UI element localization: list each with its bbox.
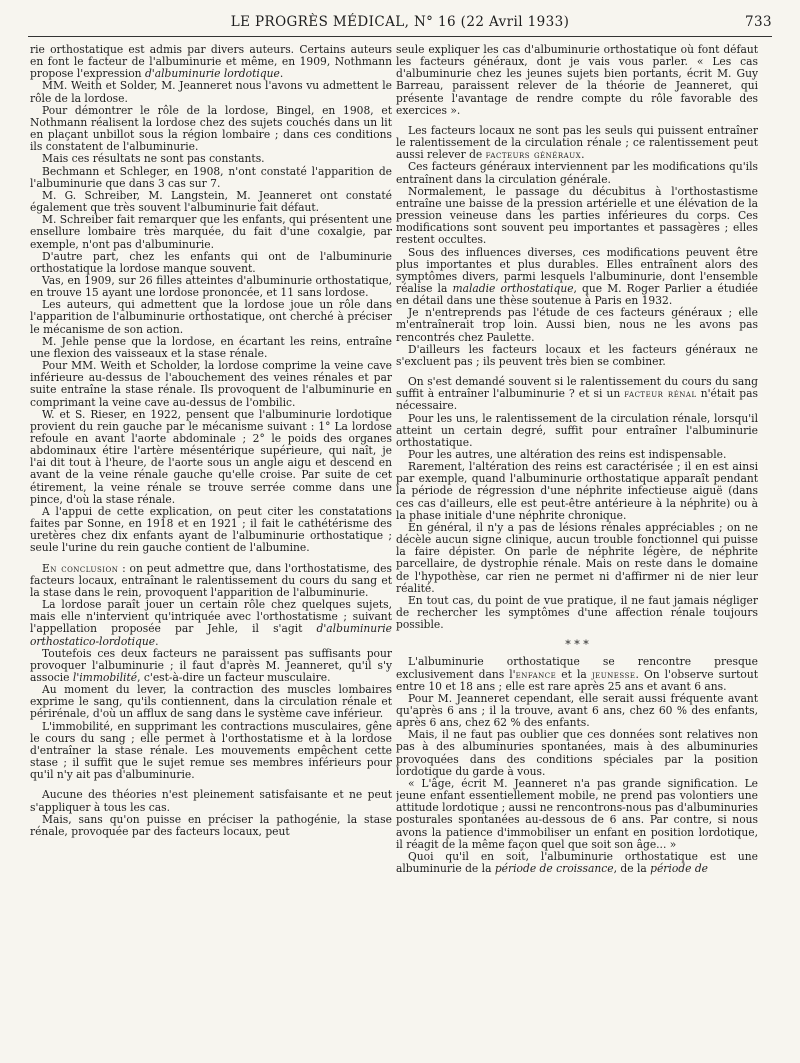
paragraph: En général, il n'y a pas de lésions rénales appréciables ; on ne décèle aucun signe clinique, aucun trouble fonctionnel qui puisse la faire dépister. On parle de néphrite légère, de néphrite parcellaire, de dystrophie rénale. Mais on reste dans le domaine de l'hypothèse, car rien ne permet ni d'affirmer ni de nier leur réalité. xyxy=(396,520,758,595)
paragraph: Ces facteurs généraux interviennent par les modifications qu'ils entraînent dans la circulation générale. xyxy=(396,160,758,186)
paragraph: L'albuminurie orthostatique se rencontre presque exclusivement dans l'enfance et la jeunesse. On l'observe surtout entre 10 et 18 ans ; elle est rare après 25 ans et avant 6 ans. xyxy=(396,655,758,693)
paragraph: Pour les uns, le ralentissement de la circulation rénale, lorsqu'il atteint un certain degré, suffit pour entraîner l'albuminurie orthostatique. xyxy=(396,411,758,449)
paragraph: Pour démontrer le rôle de la lordose, Bingel, en 1908, et Nothmann réalisent la lordose chez des sujets couchés dans un lit en plaçant unbillot sous la région lombaire ; dans ces conditions ils constatent de l'albuminurie. xyxy=(30,103,392,154)
paragraph: rie orthostatique est admis par divers auteurs. Certains auteurs en font le facteur de l'albuminurie et même, en 1909, Nothmann propose l'expression d'albuminurie lordotique. xyxy=(30,44,392,81)
paragraph: M. Schreiber fait remarquer que les enfants, qui présentent une ensellure lombaire très marquée, du fait d'une coxalgie, par exemple, n'ont pas d'albuminurie. xyxy=(30,213,392,251)
paragraph: Toutefois ces deux facteurs ne paraissent pas suffisants pour provoquer l'albuminurie ; il faut d'après M. Jeanneret, qu'il s'y associe l'immobilité, c'est-à-dire un facteur musculaire. xyxy=(30,646,392,684)
section-separator: * * * xyxy=(565,638,589,652)
paragraph: Aucune des théories n'est pleinement satisfaisante et ne peut s'appliquer à tous les cas. xyxy=(30,788,392,814)
paragraph: seule expliquer les cas d'albuminurie orthostatique où font défaut les facteurs généraux, dont je vais vous parler. « Les cas d'albuminurie chez les jeunes sujets bien portants, écrit M. Guy Barreau, paraissent relever de la théorie de Jeanneret, qui présente l'avantage de rendre compte du rôle favorable des exercices ». xyxy=(396,44,758,117)
paragraph: On s'est demandé souvent si le ralentissement du cours du sang suffit à entraîner l'albuminurie ? et si un facteur rénal n'était pas nécessaire. xyxy=(396,375,758,413)
paragraph: « L'âge, écrit M. Jeanneret n'a pas grande signification. Le jeune enfant essentiellement mobile, ne prend pas volontiers une attitude lordotique ; aussi ne rencontrons-nous pas d'albuminuries posturales spontanées au-dessous de 6 ans. Par contre, si nous avons la patience d'immobiliser un enfant en position lordotique, il réagit de la même façon quel que soit son âge... » xyxy=(396,776,758,851)
paragraph: Bechmann et Schleger, en 1908, n'ont constaté l'apparition de l'albuminurie que dans 3 cas sur 7. xyxy=(30,164,392,190)
left-column xyxy=(30,44,392,1052)
paragraph: M. G. Schreiber, M. Langstein, M. Jeanneret ont constaté également que très souvent l'albuminurie fait défaut. xyxy=(30,188,392,215)
paragraph: M. Jehle pense que la lordose, en écartant les reins, entraîne une flexion des vaisseaux et la stase rénale. xyxy=(30,334,392,360)
running-head xyxy=(28,14,772,36)
paragraph: Je n'entreprends pas l'étude de ces facteurs généraux ; elle m'entraînerait trop loin. Aussi bien, nous ne les avons pas rencontrés chez Paulette. xyxy=(396,306,758,344)
paragraph: Pour les autres, une altération des reins est indispensable. xyxy=(408,448,727,461)
paragraph: Au moment du lever, la contraction des muscles lombaires exprime le sang, qu'ils contiennent, dans la circulation rénale et périrénale, d'où un afflux de sang dans le système cave inférieur. xyxy=(30,683,392,721)
journal-title: LE PROGRÈS MÉDICAL, N° 16 (22 Avril 1933) xyxy=(230,14,570,30)
paragraph: D'ailleurs les facteurs locaux et les facteurs généraux ne s'excluent pas ; ils peuvent très bien se combiner. xyxy=(396,342,758,368)
paragraph: Mais ces résultats ne sont pas constants. xyxy=(42,152,265,166)
paragraph: Vas, en 1909, sur 26 filles atteintes d'albuminurie orthostatique, en trouve 15 ayant une lordose prononcée, et 11 sans lordose. xyxy=(30,273,392,300)
paragraph: W. et S. Rieser, en 1922, pensent que l'albuminurie lordotique provient du rein gauche par le mécanisme suivant : 1° La lordose refoule en avant l'aorte abdominale ; 2° le poids des organes abdominaux étire l'artère mésentérique supérieure, qui naît, je l'ai dit tout à l'heure, de l'aorte sous un angle aigu et descend en avant de la veine rénale gauche qu'elle croise. Par suite de cet étirement, la veine rénale se trouve serrée comme dans une pince, d'où la stase rénale. xyxy=(30,407,392,506)
paragraph: Rarement, l'altération des reins est caractérisée ; il en est ainsi par exemple, quand l'albuminurie orthostatique apparaît pendant la période de régression d'une néphrite infectieuse aiguë (dans ces cas d'ailleurs, elle est peut-être antérieure à la néphrite) ou à la phase initiale d'une néphrite chronique. xyxy=(396,460,758,522)
paragraph: L'immobilité, en supprimant les contractions musculaires, gêne le cours du sang ; elle permet à l'orthostatisme et à la lordose d'entraîner la stase rénale. Les mouvements empêchent cette stase ; il suffit que le sujet remue ses membres inférieurs pour qu'il n'y ait pas d'albuminurie. xyxy=(30,719,392,782)
paragraph: Quoi qu'il en soit, l'albuminurie orthostatique est une albuminurie de la période de croissance, de la période de xyxy=(396,849,758,875)
paragraph: Les facteurs locaux ne sont pas les seuls qui puissent entraîner le ralentissement de la circulation rénale ; ce ralentissement peut aussi relever de facteurs généraux. xyxy=(396,123,758,162)
paragraph: Pour MM. Weith et Scholder, la lordose comprime la veine cave inférieure au-dessus de l'abouchement des veines rénales et par suite entraîne la stase rénale. Ils provoquent de l'albuminurie en comprimant la veine cave au-dessus de l'ombilic. xyxy=(30,359,392,409)
page-number: 733 xyxy=(745,14,772,30)
paragraph: La lordose paraît jouer un certain rôle chez quelques sujets, mais elle n'intervient qu'intriquée avec l'orthostatisme ; suivant l'appellation proposée par Jehle, il s'agit d'albuminurie orthostatico-lordotique. xyxy=(30,598,392,648)
right-column xyxy=(396,44,758,1052)
paragraph: Mais, sans qu'on puisse en préciser la pathogénie, la stase rénale, provoquée par des facteurs locaux, peut xyxy=(30,812,392,838)
conclusion-paragraph: En conclusion : on peut admettre que, dans l'orthostatisme, des facteurs locaux, entraînant le ralentissement du cours du sang et la stase dans le rein, provoquent l'apparition de l'albuminurie. xyxy=(30,561,392,599)
paragraph: MM. Weith et Solder, M. Jeanneret nous l'avons vu admettent le rôle de la lordose. xyxy=(30,79,392,105)
paragraph: En tout cas, du point de vue pratique, il ne faut jamais négliger de rechercher les symptômes d'une affection rénale toujours possible. xyxy=(396,593,758,632)
paragraph: Mais, il ne faut pas oublier que ces données sont relatives non pas à des albuminuries spontanées, mais à des albuminuries provoquées dans des conditions spéciales par la position lordotique du garde à vous. xyxy=(396,728,758,778)
paragraph: Sous des influences diverses, ces modifications peuvent être plus importantes et plus durables. Elles entraînent alors des symptômes divers, parmi lesquels l'albuminurie, dont l'ensemble réalise la maladie orthostatique, que M. Roger Parlier a étudiée en détail dans une thèse soutenue à Paris en 1932. xyxy=(396,245,758,308)
paragraph: Les auteurs, qui admettent que la lordose joue un rôle dans l'apparition de l'albuminurie orthostatique, ont cherché à préciser le mécanisme de son action. xyxy=(30,298,392,336)
paragraph: A l'appui de cette explication, on peut citer les constatations faites par Sonne, en 1918 et en 1921 ; il fait le cathétérisme des uretères chez dix enfants ayant de l'albuminurie orthostatique ; seule l'urine du rein gauche contient de l'albumine. xyxy=(30,504,392,555)
paragraph: Pour M. Jeanneret cependant, elle serait aussi fréquente avant qu'après 6 ans ; il la trouve, avant 6 ans, chez 60 % des enfants, après 6 ans, chez 62 % des enfants. xyxy=(396,691,758,730)
paragraph: D'autre part, chez les enfants qui ont de l'albuminurie orthostatique la lordose manque souvent. xyxy=(30,249,392,275)
paragraph: Normalement, le passage du décubitus à l'orthostastisme entraîne une baisse de la pression artérielle et une élévation de la pression veineuse dans les parties inférieures du corps. Ces modifications sont souvent peu importantes et passagères ; elles restent occultes. xyxy=(396,184,758,247)
header-rule xyxy=(28,36,772,37)
